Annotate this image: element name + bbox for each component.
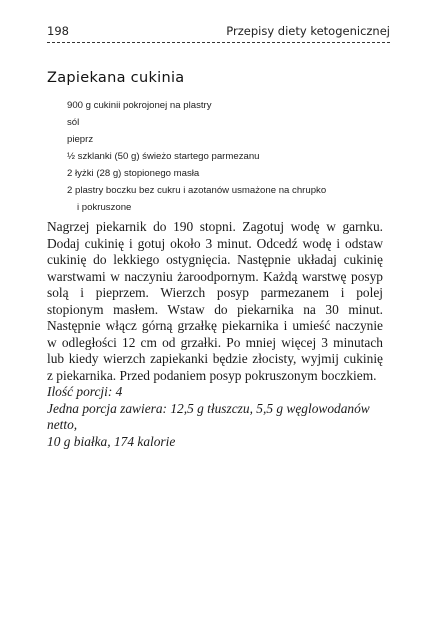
ingredient-item: pieprz <box>67 134 94 145</box>
recipe-instructions: Nagrzej piekarnik do 190 stopni. Zagotuj wodę w garnku. Dodaj cukinię i gotuj około 3 minut. Odcedź wodę i odstaw cukinię do lekkiego ostygnięcia. Następnie układaj cukinię warstwami w naczyniu żaroodpornym. Każdą warstwę posyp solą i pieprzem. Wierzch posyp parmezanem i polej stopionym masłem. Wstaw do piekarnika na 30 minut. Następnie włącz górną grzałkę piekarnika i umieść naczynie w odległości 12 cm od grzałki. Po mniej więcej 3 minutach lub kiedy wierzch zapiekanki będzie złocisty, wyjmij cukinię z piekarnika. Przed podaniem posyp pokruszonym boczkiem. <box>47 219 383 383</box>
header-divider <box>47 42 390 43</box>
running-header <box>47 24 390 38</box>
nutrition-line: Jedna porcja zawiera: 12,5 g tłuszczu, 5,5 g węglowodanów netto, <box>47 400 370 432</box>
page-number: 198 <box>47 24 69 38</box>
ingredient-item: 900 g cukinii pokrojonej na plastry <box>67 100 212 111</box>
servings: Ilość porcji: 4 <box>47 384 123 399</box>
ingredient-item: sól <box>67 117 80 128</box>
recipe-yield <box>47 384 392 450</box>
ingredient-list <box>67 97 387 216</box>
ingredient-item: ½ szklanki (50 g) świeżo startego parmezanu <box>67 151 260 162</box>
ingredient-item: 2 łyżki (28 g) stopionego masła <box>67 168 200 179</box>
ingredient-item-continuation: i pokruszone <box>77 202 132 213</box>
book-title: Przepisy diety ketogenicznej <box>226 24 390 38</box>
nutrition-line: 10 g białka, 174 kalorie <box>47 433 176 449</box>
ingredient-item: 2 plastry boczku bez cukru i azotanów usmażone na chrupko <box>67 185 327 196</box>
recipe-title: Zapiekana cukinia <box>47 70 185 86</box>
